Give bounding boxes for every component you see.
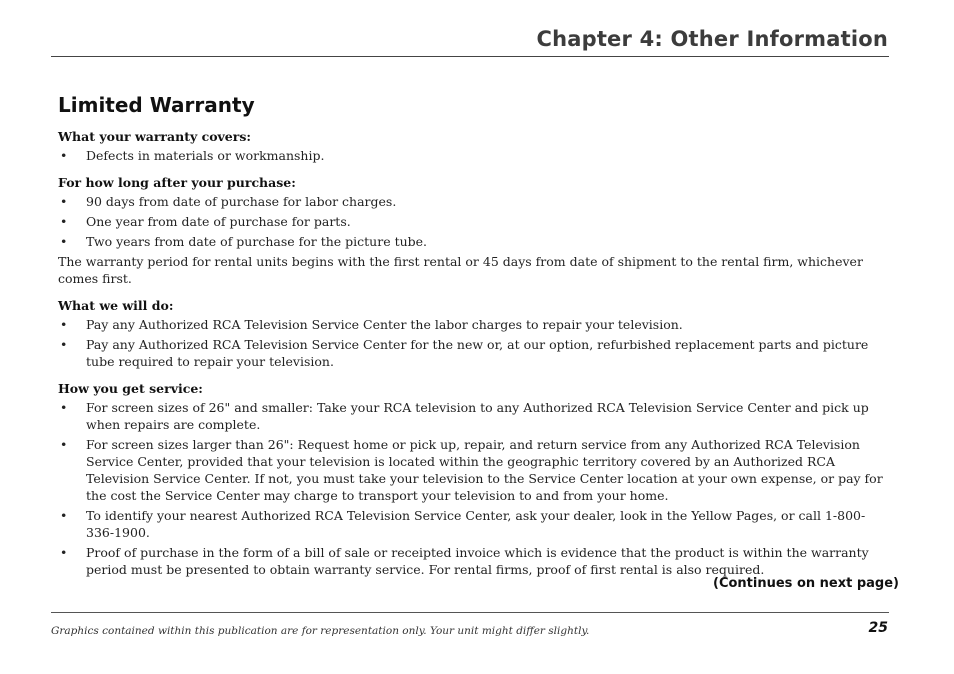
coverage-list: [58, 147, 890, 164]
continues-note: (Continues on next page): [713, 576, 899, 591]
chapter-title: Chapter 4: Other Information: [536, 27, 888, 51]
section-heading-obligations: What we will do:: [58, 298, 174, 313]
list-item: [58, 316, 890, 333]
list-item-text: Defects in materials or workmanship.: [86, 148, 325, 163]
list-item-text: Proof of purchase in the form of a bill of sale or receipted invoice which is evidence that the product is within the warranty period must be presented to obtain warranty service. For rental firms, proof of first rental is also required.: [86, 545, 869, 577]
bullet-marker: •: [60, 234, 68, 249]
list-item-text: To identify your nearest Authorized RCA Television Service Center, ask your dealer, look in the Yellow Pages, or call 1-800-336-1900.: [86, 508, 866, 540]
warranty-body: [58, 128, 890, 581]
footer-note: Graphics contained within this publication are for representation only. Your unit might differ slightly.: [51, 625, 590, 637]
list-item-text: One year from date of purchase for parts.: [86, 214, 351, 229]
list-item-text: 90 days from date of purchase for labor charges.: [86, 194, 397, 209]
bullet-marker: •: [60, 508, 68, 523]
duration-list: [58, 193, 890, 250]
list-item-text: Pay any Authorized RCA Television Service Center the labor charges to repair your television.: [86, 317, 683, 332]
section-heading-service: How you get service:: [58, 381, 203, 396]
footer-rule: [51, 612, 889, 613]
bullet-marker: •: [60, 148, 68, 163]
service-list: [58, 399, 890, 578]
list-item: [58, 233, 890, 250]
bullet-marker: •: [60, 214, 68, 229]
list-item: [58, 399, 890, 433]
list-item-text: Pay any Authorized RCA Television Service Center for the new or, at our option, refurbished replacement parts and picture tube required to repair your television.: [86, 337, 869, 369]
header-rule: [51, 56, 889, 57]
bullet-marker: •: [60, 317, 68, 332]
list-item: [58, 193, 890, 210]
list-item: [58, 436, 890, 504]
bullet-marker: •: [60, 437, 68, 452]
list-item: [58, 544, 890, 578]
page-number: 25: [868, 620, 888, 636]
list-item: [58, 336, 890, 370]
bullet-marker: •: [60, 400, 68, 415]
list-item: [58, 213, 890, 230]
obligations-list: [58, 316, 890, 370]
list-item: [58, 147, 890, 164]
section-heading-coverage: What your warranty covers:: [58, 129, 251, 144]
section-title: Limited Warranty: [58, 93, 255, 117]
list-item: [58, 507, 890, 541]
list-item-text: Two years from date of purchase for the picture tube.: [86, 234, 428, 249]
rental-note: The warranty period for rental units begins with the first rental or 45 days from date of shipment to the rental firm, whichever comes first.: [58, 254, 863, 286]
bullet-marker: •: [60, 337, 68, 352]
bullet-marker: •: [60, 194, 68, 209]
list-item-text: For screen sizes of 26" and smaller: Take your RCA television to any Authorized RCA Television Service Center and pick up when repairs are complete.: [86, 400, 869, 432]
list-item-text: For screen sizes larger than 26": Request home or pick up, repair, and return service from any Authorized RCA Television Service Center, provided that your television is located within the geographic territory covered by an Authorized RCA Television Service Center. If not, you must take your television to the Service Center location at your own expense, or pay for the cost the Service Center may charge to transport your television to and from your home.: [86, 437, 883, 503]
bullet-marker: •: [60, 545, 68, 560]
section-heading-duration: For how long after your purchase:: [58, 175, 296, 190]
